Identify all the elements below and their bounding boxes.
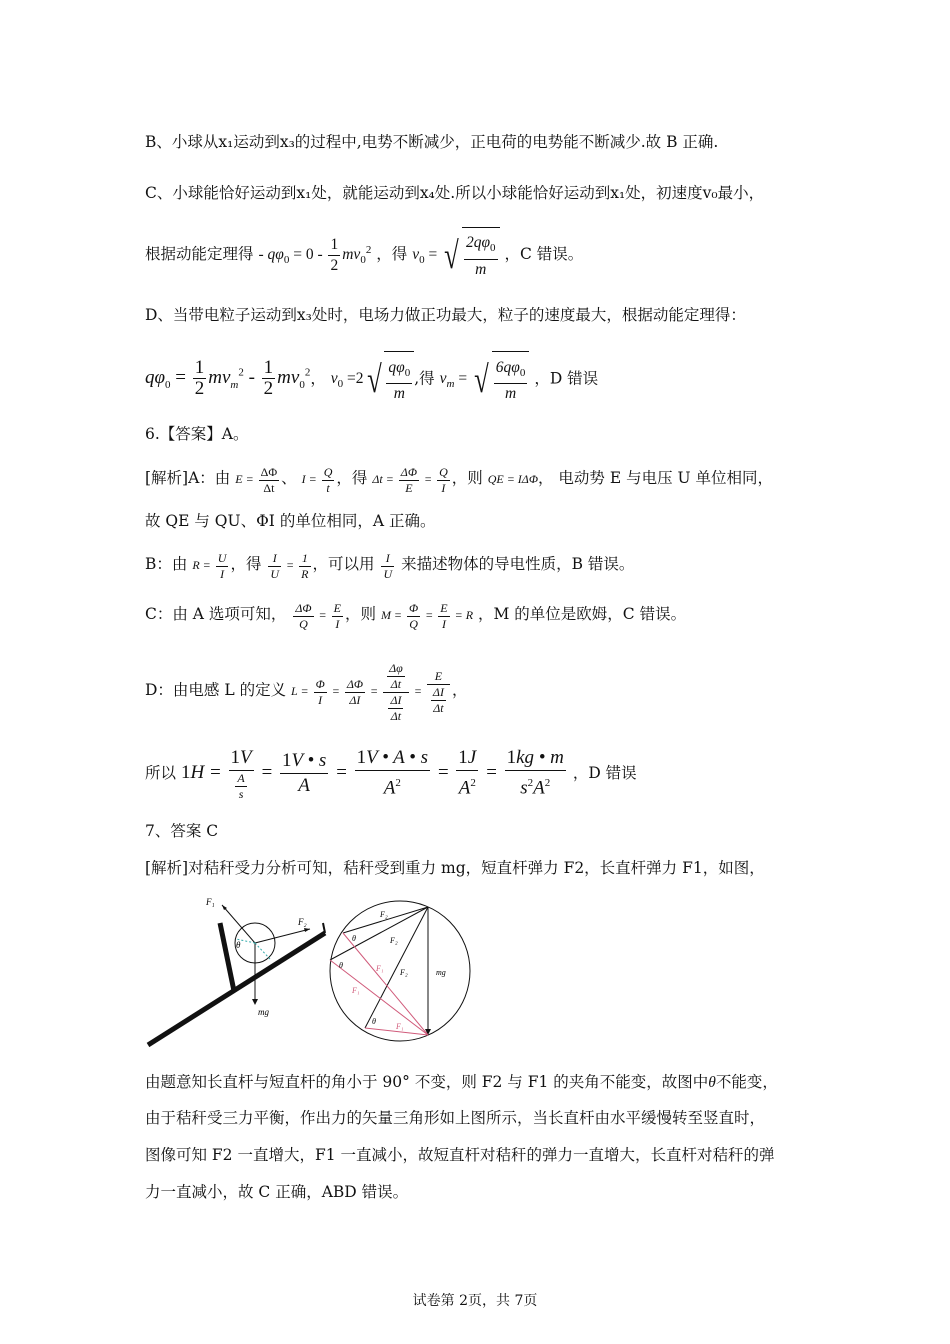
circle-theta-2: θ (339, 961, 343, 970)
paragraph-d: D、当带电粒子运动到x₃处时，电场力做正功最大，粒子的速度最大，根据动能定理得： (145, 306, 746, 324)
f2-vector-3 (365, 907, 428, 1028)
circle-label-mg: mg (436, 968, 446, 977)
circle-label-f1c: F₁ (396, 1022, 404, 1031)
circle-theta-3: θ (372, 1017, 376, 1026)
q6-analysis-d2: 所以 1H = $\frac{1V}{\frac{A}{s}}$ = $\frac{1V • s}{A}$ = $\frac{1V • A • s}{A^2}$ = $\frac{1J}{A^2}$ = $\frac{1kg • m}{s^2A^2}$ ，D 错误 (145, 746, 637, 801)
f1-vector-1 (343, 933, 428, 1035)
q7-paragraph-2: 由于秸秆受三力平衡，作出力的矢量三角形如上图所示，当长直杆由水平缓慢转至竖直时， (145, 1109, 766, 1127)
f2-vector-2 (330, 907, 428, 960)
q7-intro: [解析]对秸秆受力分析可知，秸秆受到重力 mg，短直杆弹力 F2，长直杆弹力 F1，如图， (145, 859, 765, 877)
q6-analysis-b: B：由 R = $\frac{U}{I}$ ，得 $\frac{I}{U}$ = $\frac{1}{R}$ ，可以用 $\frac{I}{U}$ 来描述物体的导电性质，B 错误。 (145, 550, 635, 581)
paragraph-c: C、小球能恰好运动到x₁处，就能运动到x₄处.所以小球能恰好运动到x₁处，初速度v₀最小， (145, 184, 765, 202)
page-footer: 试卷第 2页，共 7页 (412, 1293, 538, 1309)
label-f1: F₁ (206, 897, 215, 907)
paragraph-d-equation: $q\varphi_0$ = $\frac{1}{2}$ $mv_m^2$ - $\frac{1}{2}$ $mv_0^2$， $v_0 =2√$ $\frac{q\varphi_0}{m}$ ,得 $v_m$ = √ $\frac{6q\varphi_0}{m}$ ，D 错误 (145, 345, 598, 413)
circle-label-f2a: F₂ (380, 910, 388, 919)
f2-arrowhead (304, 928, 310, 932)
short-rod (220, 923, 234, 991)
v0-result: $v_0$ = √ $\frac{2q\varphi_0}{m}$ (412, 246, 499, 263)
q7-answer: 7、答案 C (145, 822, 219, 840)
q7-paragraph-3: 图像可知 F2 一直增大，F1 一直减小，故短直杆对秸秆的弹力一直增大，长直杆对秸秆的弹 (145, 1146, 775, 1164)
label-f2: F₂ (298, 917, 307, 927)
f2-arrow (255, 929, 310, 943)
q6-analysis-d: D：由电感 L 的定义 L = $\frac{\Phi}{I}$ = $\frac{\Delta\Phi}{\Delta I}$ = $\frac{\frac{\Delta\varphi}{\Delta t}}{\frac{\Delta I}{\Delta t}}$ = $\frac{E}{\frac{\Delta I}{\Delta t}}$ ， (145, 660, 468, 723)
vector-circle-diagram (330, 901, 470, 1041)
normal-dashed (255, 943, 270, 959)
incline-diagram (148, 897, 325, 1045)
circle-label-f1b: F₁ (352, 986, 360, 995)
circle-label-f2b: F₂ (390, 936, 398, 945)
circle-label-f2c: F₂ (400, 968, 408, 977)
circle-theta-1: θ (352, 934, 356, 943)
mg-arrowhead (252, 999, 258, 1005)
label-mg: mg (258, 1007, 269, 1017)
label-theta: θ (236, 940, 241, 950)
q6-analysis-c: C：由 A 选项可知， $\frac{\Delta\Phi}{Q}$ = $\frac{E}{I}$ ，则 M = $\frac{\Phi}{Q}$ = $\frac{E}{I}$ = R ，M 的单位是欧姆，C 错误。 (145, 600, 687, 631)
paragraph-b: B、小球从x₁运动到x₃的过程中,电势不断减少，正电荷的电势能不断减少.故 B 正确. (145, 133, 719, 151)
paragraph-c-equation: 根据动能定理得 - $q\varphi_0 = 0$ - $\frac{1}{2}$ $mv_0^2$ ，得 $v_0$ = √ $\frac{2q\varphi_0}{m}$ ，C 错误。 (145, 222, 583, 288)
q6-analysis-a2: 故 QE 与 QU、ΦI 的单位相同，A 正确。 (145, 512, 436, 530)
force-diagram (140, 893, 480, 1053)
q6-analysis-a: [解析]A：由 E = $\frac{\Delta\Phi}{\Delta t}$ 、 I = $\frac{Q}{t}$ ，得 Δt = $\frac{\Delta\Phi}{E}$ = $\frac{Q}{I}$ ，则 QE = IΔΦ， 电动势 E 与电压 U 单位相同， (145, 464, 774, 495)
energy-equation-c: - $q\varphi_0 = 0$ - $\frac{1}{2}$ $mv_0^2$ (258, 236, 372, 275)
q7-paragraph-4: 力一直减小，故 C 正确，ABD 错误。 (145, 1183, 409, 1201)
circle-label-f1a: F₁ (376, 964, 384, 973)
q6-answer: 6.【答案】A。 (145, 425, 249, 443)
q7-paragraph-1: 由题意知长直杆与短直杆的角小于 90° 不变，则 F2 与 F1 的夹角不能变，故图中θ不能变， (145, 1073, 778, 1091)
